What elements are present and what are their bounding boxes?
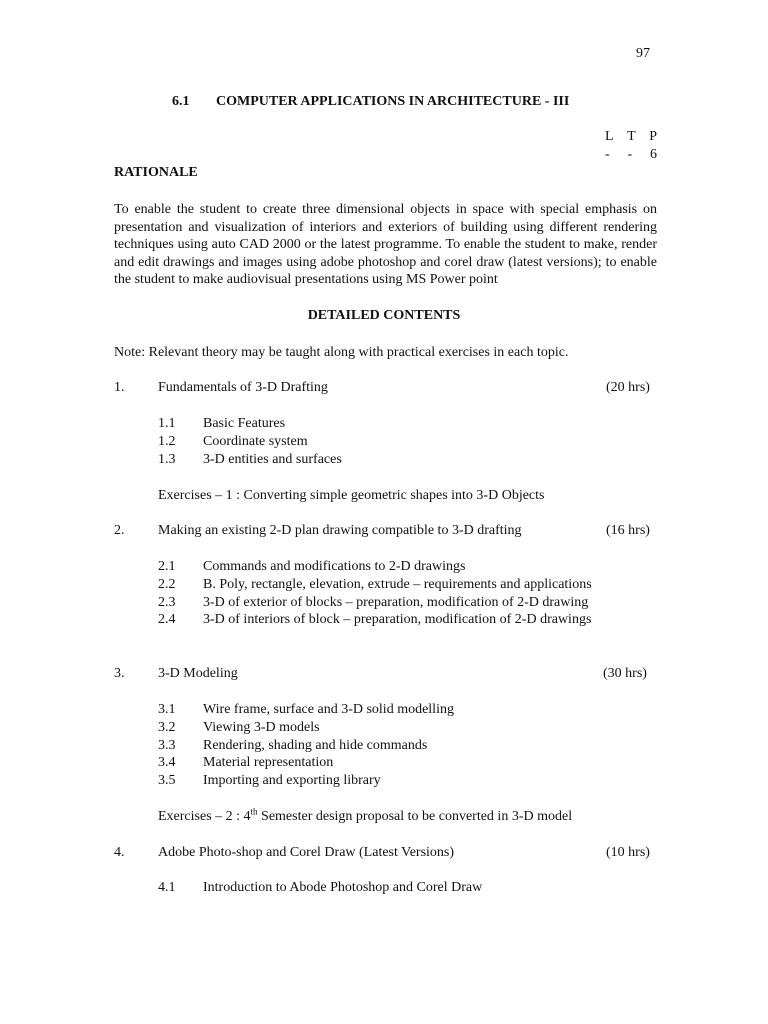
rationale-heading: RATIONALE [114, 165, 198, 180]
course-number: 6.1 [172, 94, 190, 109]
section-2-title: Making an existing 2-D plan drawing compatible to 3-D drafting [158, 523, 522, 538]
item-3-3-text: Rendering, shading and hide commands [203, 738, 428, 753]
exercise-2-superscript: th [250, 806, 258, 817]
exercise-2 [158, 808, 572, 826]
ltp-value-l: - [605, 147, 610, 162]
section-3-number: 3. [114, 666, 125, 681]
item-3-1-number: 3.1 [158, 702, 176, 717]
page-number: 97 [636, 46, 650, 61]
item-3-4-number: 3.4 [158, 755, 176, 770]
item-1-2-text: Coordinate system [203, 434, 308, 449]
item-2-3-text: 3-D of exterior of blocks – preparation, modification of 2-D drawing [203, 595, 589, 610]
exercise-2-prefix: Exercises – 2 : 4 [158, 809, 251, 824]
item-2-2-number: 2.2 [158, 577, 176, 592]
ltp-value-p: 6 [650, 147, 657, 162]
detailed-contents-heading: DETAILED CONTENTS [307, 308, 461, 323]
item-3-3-number: 3.3 [158, 738, 176, 753]
item-3-4-text: Material representation [203, 755, 334, 770]
item-1-3-number: 1.3 [158, 452, 176, 467]
item-1-3-text: 3-D entities and surfaces [203, 452, 342, 467]
item-2-1-text: Commands and modifications to 2-D drawings [203, 559, 466, 574]
section-3-title: 3-D Modeling [158, 666, 238, 681]
section-1-number: 1. [114, 380, 125, 395]
item-4-1-text: Introduction to Abode Photoshop and Corel Draw [203, 880, 483, 895]
section-2-number: 2. [114, 523, 125, 538]
course-title: COMPUTER APPLICATIONS IN ARCHITECTURE - III [216, 94, 570, 109]
item-3-2-text: Viewing 3-D models [203, 720, 320, 735]
section-1-title: Fundamentals of 3-D Drafting [158, 380, 328, 395]
section-4-hours: (10 hrs) [606, 845, 650, 860]
item-3-5-text: Importing and exporting library [203, 773, 381, 788]
item-3-1-text: Wire frame, surface and 3-D solid modelling [203, 702, 454, 717]
item-3-5-number: 3.5 [158, 773, 176, 788]
note-text: Note: Relevant theory may be taught along with practical exercises in each topic. [114, 345, 569, 360]
section-4-title: Adobe Photo-shop and Corel Draw (Latest Versions) [158, 845, 455, 860]
rationale-paragraph: To enable the student to create three dimensional objects in space with special emphasis on presentation and visualization of interiors and exteriors of building using different rendering techniques using auto CAD 2000 or the latest programme. To enable the student to make, render and edit drawings and images using adobe photoshop and corel draw (latest versions); to enable the student to make audiovisual presentations using MS Power point [114, 202, 657, 288]
section-1-hours: (20 hrs) [606, 380, 650, 395]
item-1-1-number: 1.1 [158, 416, 176, 431]
section-2-hours: (16 hrs) [606, 523, 650, 538]
item-4-1-number: 4.1 [158, 880, 176, 895]
ltp-label-t: T [627, 129, 636, 144]
exercise-2-suffix: Semester design proposal to be converted in 3-D model [257, 809, 573, 824]
ltp-labels [605, 128, 657, 146]
ltp-value-t: - [627, 147, 633, 162]
item-2-3-number: 2.3 [158, 595, 176, 610]
ltp-label-l: L [605, 129, 614, 144]
item-2-4-text: 3-D of interiors of block – preparation, modification of 2-D drawings [203, 612, 592, 627]
exercise-1: Exercises – 1 : Converting simple geometric shapes into 3-D Objects [158, 488, 545, 503]
ltp-label-p: P [649, 129, 657, 144]
item-3-2-number: 3.2 [158, 720, 176, 735]
item-1-1-text: Basic Features [203, 416, 286, 431]
item-2-1-number: 2.1 [158, 559, 176, 574]
item-2-2-text: B. Poly, rectangle, elevation, extrude – requirements and applications [203, 577, 592, 592]
section-4-number: 4. [114, 845, 125, 860]
item-1-2-number: 1.2 [158, 434, 176, 449]
section-3-hours: (30 hrs) [603, 666, 647, 681]
item-2-4-number: 2.4 [158, 612, 176, 627]
ltp-values [605, 146, 657, 164]
